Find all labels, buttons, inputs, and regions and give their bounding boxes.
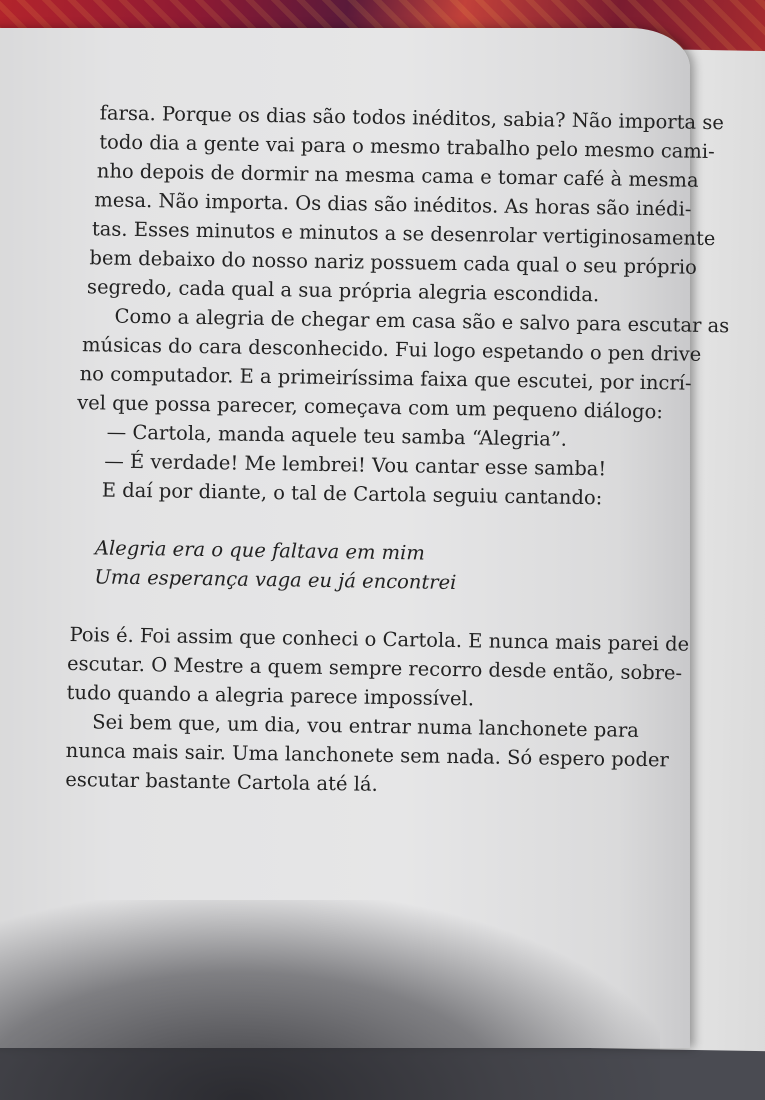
paragraph-block-2: [65, 620, 690, 803]
text-line: Como a alegria de chegar em casa são e salvo para escutar as: [114, 304, 730, 338]
song-verse: [68, 533, 669, 600]
text-line: todo dia a gente vai para o mesmo trabalho pelo mesmo cami-: [99, 130, 715, 164]
text-line: no computador. E a primeiríssima faixa que escutei, por incrí-: [79, 362, 692, 395]
paragraph-block-1: [70, 98, 730, 513]
text-line: E daí por diante, o tal de Cartola seguiu cantando:: [101, 478, 603, 510]
text-line: Sei bem que, um dia, vou entrar numa lanchonete para: [92, 710, 640, 742]
text-line: escutar bastante Cartola até lá.: [65, 767, 378, 796]
text-line: tas. Esses minutos e minutos a se desenrolar vertiginosamente: [91, 217, 716, 251]
text-line: escutar. O Mestre a quem sempre recorro desde então, sobre-: [66, 651, 683, 685]
dialogue-line: — Cartola, manda aquele teu samba “Alegria”.: [106, 420, 568, 451]
hand-shadow: [0, 900, 660, 1100]
text-line: bem debaixo do nosso nariz possuem cada qual o seu próprio: [89, 246, 698, 279]
text-line: nho depois de dormir na mesma cama e tomar café à mesma: [96, 159, 699, 192]
text-line: Pois é. Foi assim que conheci o Cartola. E nunca mais parei de: [69, 622, 690, 656]
text-line: farsa. Porque os dias são todos inéditos, sabia? Não importa se: [99, 101, 725, 135]
text-line: músicas do cara desconhecido. Fui logo espetando o pen drive: [81, 333, 702, 366]
text-line: nunca mais sair. Uma lanchonete sem nada. Só espero poder: [65, 738, 669, 772]
text-line: mesa. Não importa. Os dias são inéditos. As horas são inédi-: [94, 188, 692, 221]
page-text: [65, 98, 730, 803]
dialogue-line: — É verdade! Me lembrei! Vou cantar esse samba!: [104, 449, 607, 481]
text-line: tudo quando a alegria parece impossível.: [66, 680, 475, 711]
text-line: segredo, cada qual a sua própria alegria escondida.: [86, 275, 600, 307]
verse-line: Uma esperança vaga eu já encontrei: [94, 565, 457, 595]
verse-line: Alegria era o que faltava em mim: [94, 536, 426, 565]
text-line: vel que possa parecer, começava com um pequeno diálogo:: [77, 391, 664, 424]
